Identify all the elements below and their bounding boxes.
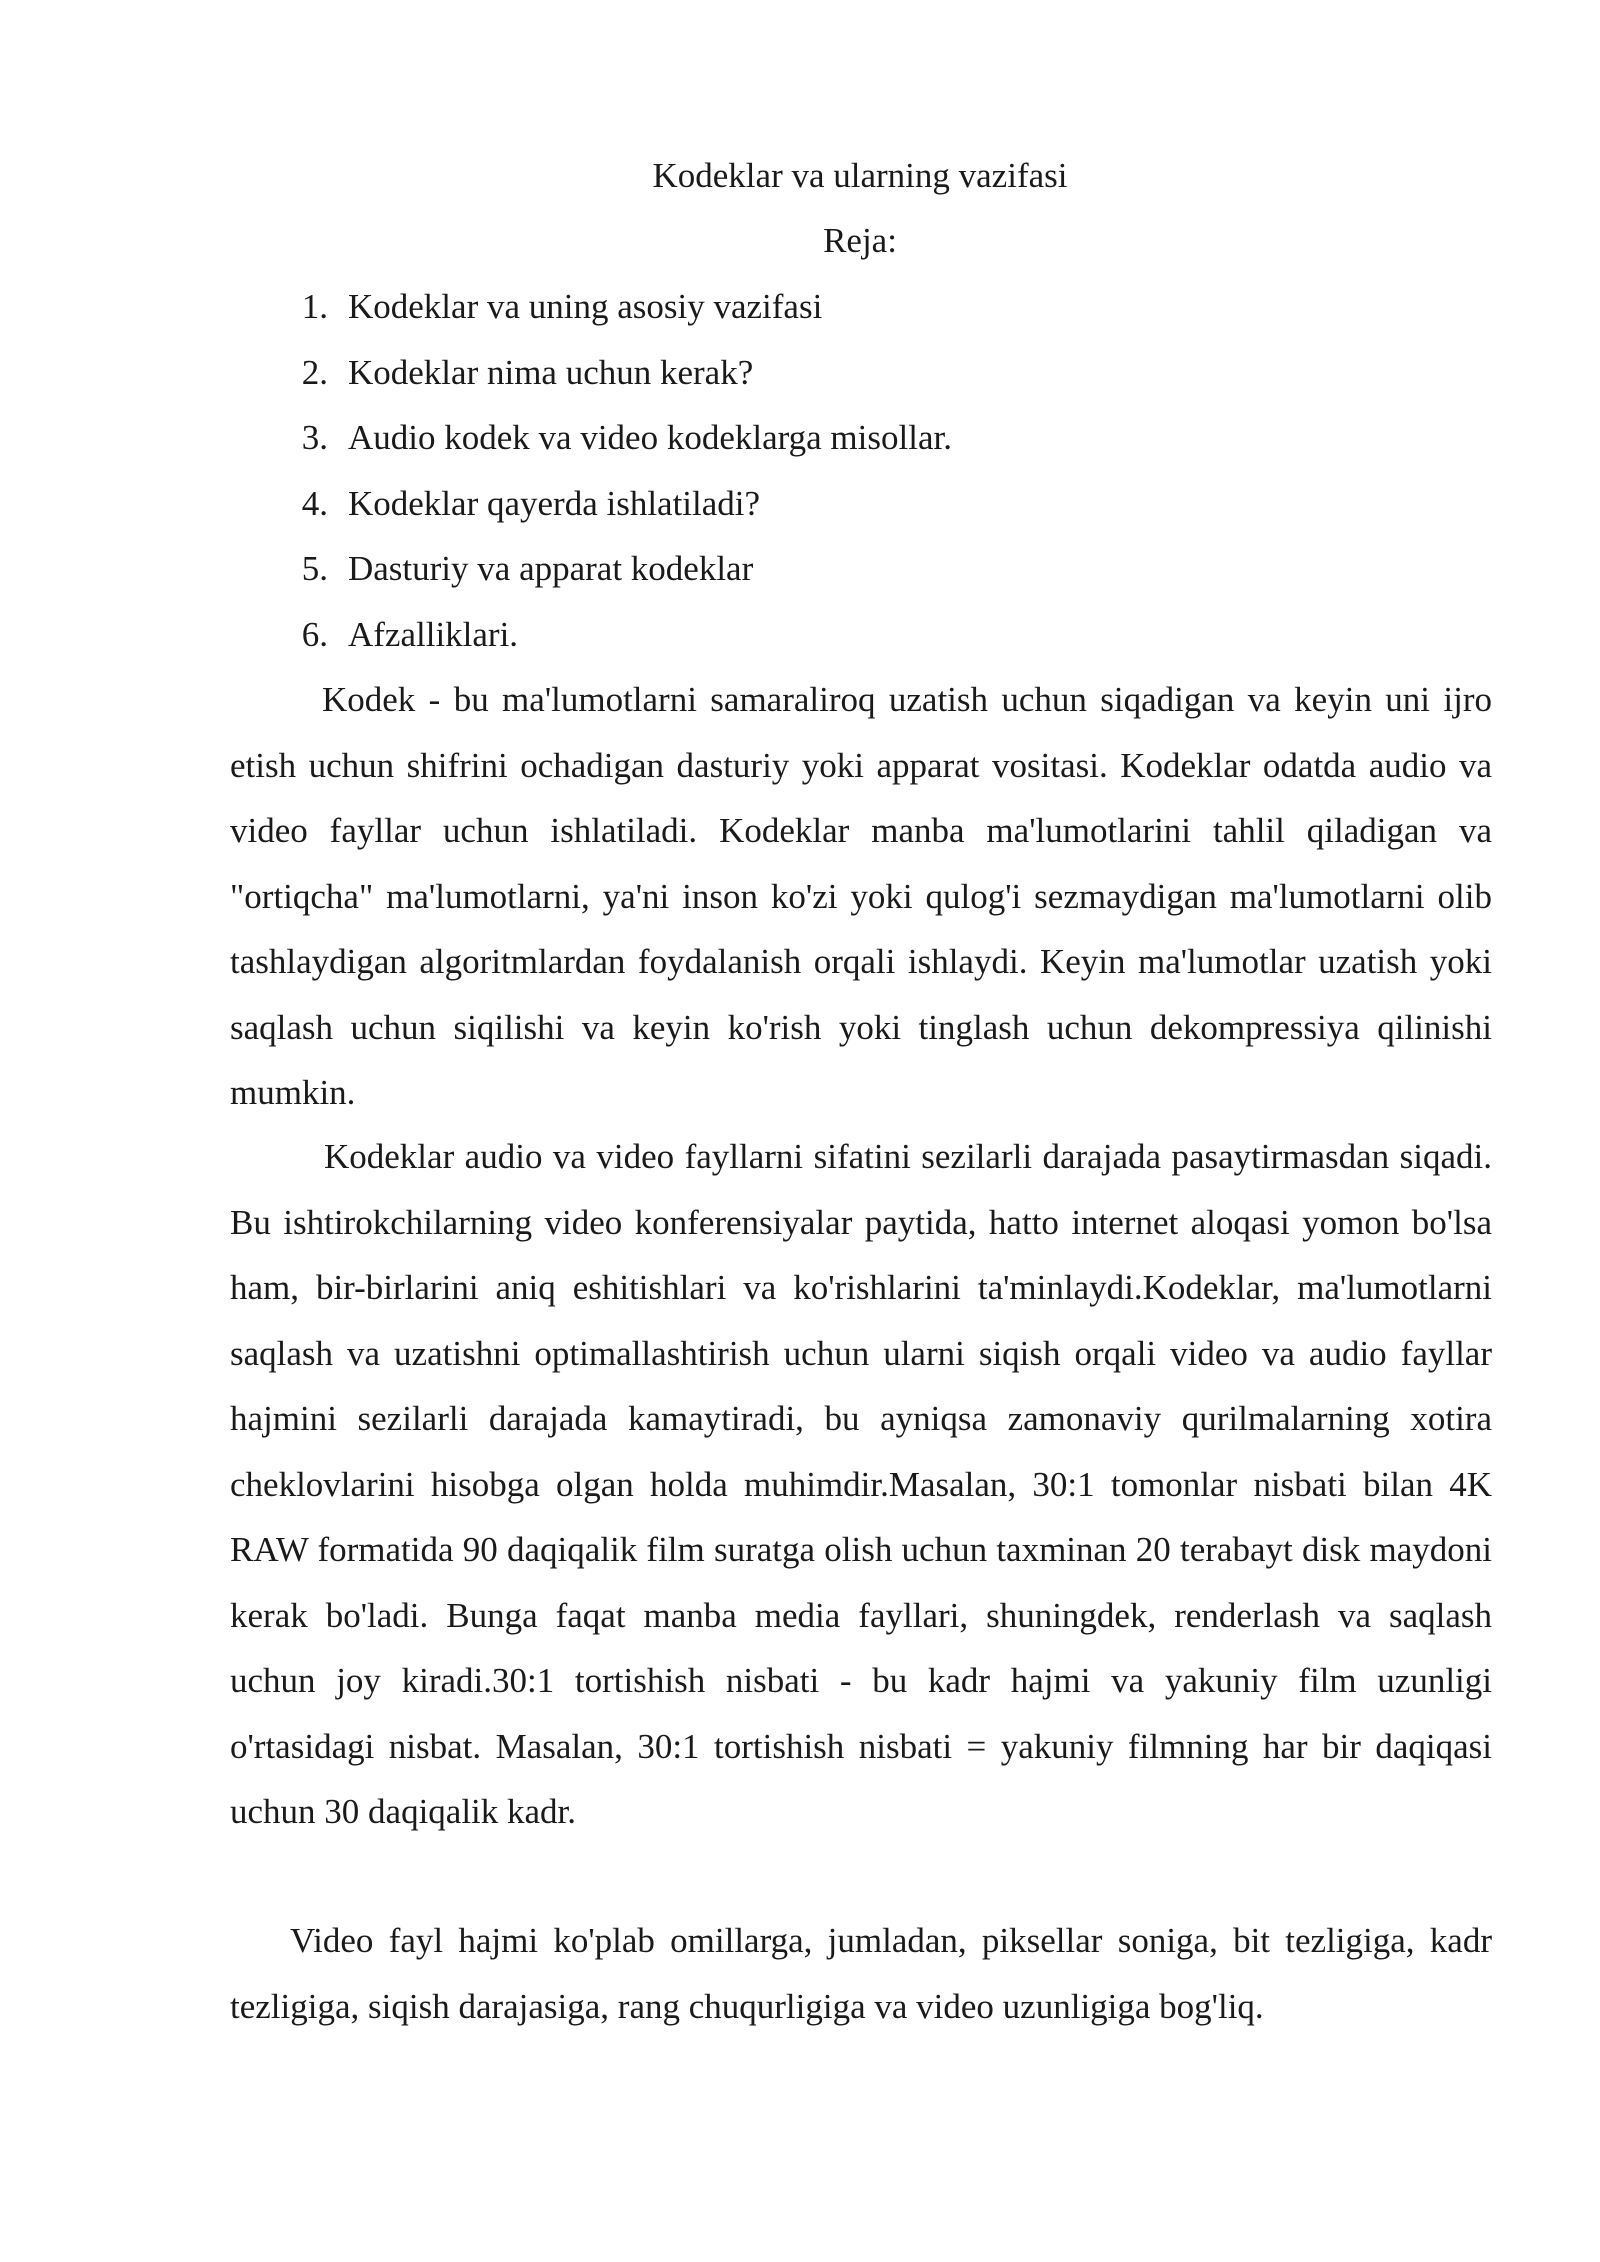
plan-item-number: 5. [301, 549, 328, 588]
plan-item-number: 2. [301, 352, 328, 392]
plan-item [270, 536, 952, 602]
plan-item-number: 6. [301, 614, 328, 654]
plan-item-text: Dasturiy va apparat kodeklar [348, 549, 754, 588]
paragraph-codec-definition: Kodek - bu ma'lumotlarni samaraliroq uzatish uchun siqadigan va keyin uni ijro etish uchun shifrini ochadigan dasturiy yoki apparat vositasi. Kodeklar odatda audio va video fayllar uchun ishlatiladi. Kodeklar manba ma'lumotlarini tahlil qiladigan va "ortiqcha" ma'lumotlarni, ya'ni inson ko'zi yoki qulog'i sezmaydigan ma'lumotlarni olib tashlaydigan algoritmlardan foydalanish orqali ishlaydi. Keyin ma'lumotlar uzatish yoki saqlash uchun siqilishi va keyin ko'rish yoki tinglash uchun dekompressiya qilinishi mumkin. [230, 680, 1492, 1112]
plan-item-text: Kodeklar va uning asosiy vazifasi [348, 287, 823, 326]
plan-item-number: 3. [301, 418, 328, 457]
plan-list [270, 274, 952, 667]
paragraph-video-file-size: Video fayl hajmi ko'plab omillarga, jumladan, piksellar soniga, bit tezligiga, kadr tezligiga, siqish darajasiga, rang chuqurligiga va video uzunligiga bog'liq. [230, 1921, 1492, 2026]
plan-item-text: Kodeklar nima uchun kerak? [348, 352, 754, 392]
paragraph-codec-compression: Kodeklar audio va video fayllarni sifatini sezilarli darajada pasaytirmasdan siqadi. Bu ishtirokchilarning video konferensiyalar paytida, hatto internet aloqasi yomon bo'lsa ham, bir-birlarini aniq eshitishlari va ko'rishlarini ta'minlaydi.Kodeklar, ma'lumotlarni saqlash va uzatishni optimallashtirish uchun ularni siqish orqali video va audio fayllar hajmini sezilarli darajada kamaytiradi, bu ayniqsa zamonaviy qurilmalarning xotira cheklovlarini hisobga olgan holda muhimdir.Masalan, 30:1 tomonlar nisbati bilan 4K RAW formatida 90 daqiqalik film suratga olish uchun taxminan 20 terabayt disk maydoni kerak bo'ladi. Bunga faqat manba media fayllari, shuningdek, renderlash va saqlash uchun joy kiradi.30:1 tortishish nisbati - bu kadr hajmi va yakuniy film uzunligi o'rtasidagi nisbat. Masalan, 30:1 tortishish nisbati = yakuniy filmning har bir daqiqasi uchun 30 daqiqalik kadr. [230, 1137, 1492, 1831]
plan-item-number: 1. [301, 287, 328, 326]
plan-item-number: 4. [301, 483, 328, 523]
document-title: Kodeklar va ularning vazifasi [652, 156, 1068, 195]
plan-item-text: Afzalliklari. [348, 614, 519, 654]
plan-item [270, 274, 952, 340]
plan-item [270, 340, 952, 406]
plan-item [270, 405, 952, 471]
plan-item-text: Audio kodek va video kodeklarga misollar. [348, 418, 952, 457]
plan-heading: Reja: [823, 221, 897, 260]
plan-item [270, 602, 952, 668]
plan-item [270, 471, 952, 537]
plan-item-text: Kodeklar qayerda ishlatiladi? [348, 483, 761, 523]
